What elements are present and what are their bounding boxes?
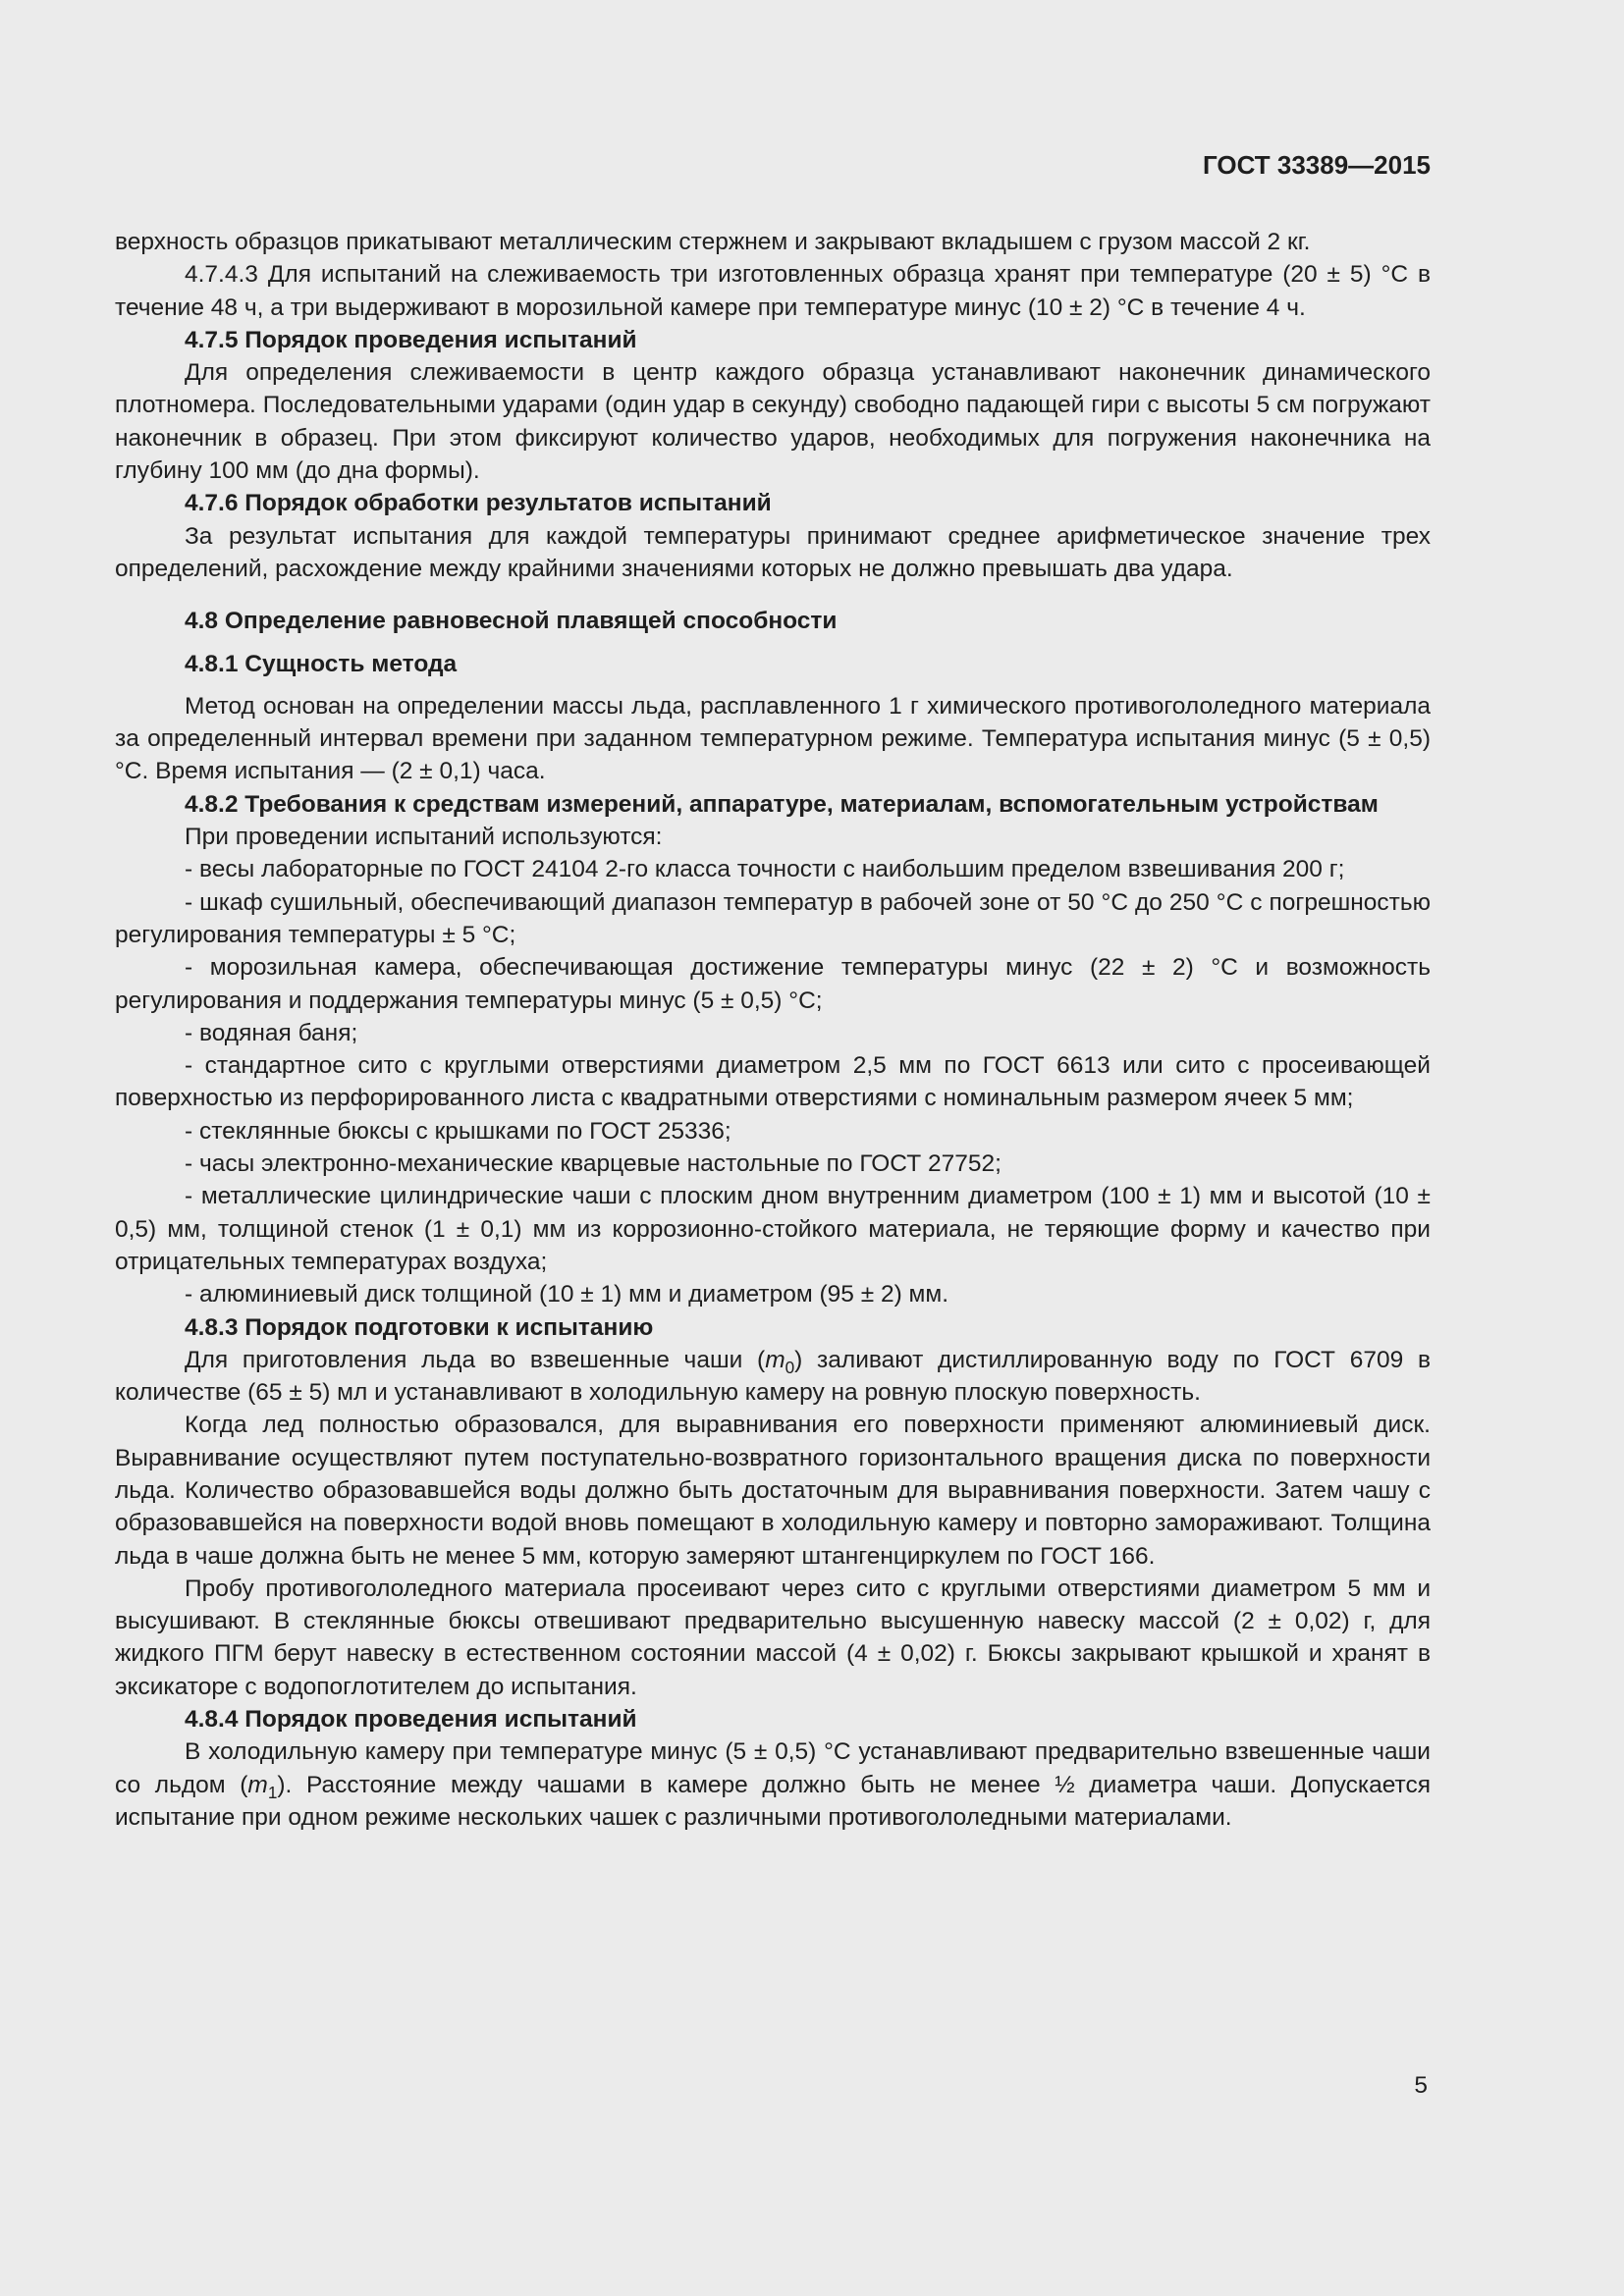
text-run: Для приготовления льда во взвешенные чаши ( — [185, 1346, 766, 1373]
text-run: ) заливают дистиллированную воду по ГОСТ 6709 в количестве (65 ± 5) мл и устанавливают в холодильную камеру на ровную плоскую поверхность. — [115, 1346, 1431, 1407]
paragraph — [115, 1344, 1431, 1410]
list-item: - шкаф сушильный, обеспечивающий диапазон температур в рабочей зоне от 50 °С до 250 °С с погрешностью регулирования температуры ± 5 °С; — [115, 888, 1431, 948]
paragraph: Для определения слеживаемости в центр каждого образца устанавливают наконечник динамического плотномера. Последовательными ударами (один удар в секунду) свободно падающей гири с высоты 5 см погружают наконечник в образец. При этом фиксируют количество ударов, необходимых для погружения наконечника на глубину 100 мм (до дна формы). — [115, 359, 1431, 485]
list-item: - весы лабораторные по ГОСТ 24104 2-го класса точности с наибольшим пределом взвешивания 200 г; — [185, 856, 1345, 883]
paragraph — [115, 1735, 1431, 1834]
paragraph: Когда лед полностью образовался, для выравнивания его поверхности применяют алюминиевый диск. Выравнивание осуществляют путем поступательно-возвратного горизонтального вращения диска по поверхности льда. Количество образовавшейся воды должно быть достаточным для выравнивания поверхности. Затем чашу с образовавшейся на поверхности водой вновь помещают в холодильную камеру и повторно замораживают. Толщина льда в чаше должна быть не менее 5 мм, которую замеряют штангенциркулем по ГОСТ 166. — [115, 1412, 1431, 1570]
list-item: - водяная баня; — [185, 1019, 358, 1046]
paragraph: Пробу противогололедного материала просеивают через сито с круглыми отверстиями диаметром 5 мм и высушивают. В стеклянные бюксы отвешивают предварительно высушенную навеску массой (2 ± 0,02) г, для жидкого ПГМ берут навеску в естественном состоянии массой (4 ± 0,02) г. Бюксы закрывают крышкой и хранят в эксикаторе с водопоглотителем до испытания. — [115, 1575, 1431, 1700]
list-item: - стандартное сито с круглыми отверстиями диаметром 2,5 мм по ГОСТ 6613 или сито с просеивающей поверхностью из перфорированного листа с квадратными отверстиями с номинальным размером ячеек 5 мм; — [115, 1052, 1431, 1112]
heading-4-8-4: 4.8.4 Порядок проведения испытаний — [185, 1706, 637, 1734]
heading-4-8-2: 4.8.2 Требования к средствам измерений, аппаратуре, материалам, вспомогательным устройствам — [185, 790, 1379, 818]
paragraph: За результат испытания для каждой температуры принимают среднее арифметическое значение трех определений, расхождение между крайними значениями которых не должно превышать два удара. — [115, 522, 1431, 582]
heading-4-7-5: 4.7.5 Порядок проведения испытаний — [185, 326, 637, 353]
list-item: - часы электронно-механические кварцевые настольные по ГОСТ 27752; — [185, 1150, 1001, 1178]
document-header: ГОСТ 33389—2015 — [1203, 150, 1431, 180]
list-item: - металлические цилиндрические чаши с плоским дном внутренним диаметром (100 ± 1) мм и высотой (10 ± 0,5) мм, толщиной стенок (1 ± 0,1) мм из коррозионно-стойкого материала, не теряющие форму и качество при отрицательных температурах воздуха; — [115, 1183, 1431, 1275]
list-item: - алюминиевый диск толщиной (10 ± 1) мм и диаметром (95 ± 2) мм. — [185, 1281, 949, 1308]
heading-4-8-3: 4.8.3 Порядок подготовки к испытанию — [185, 1313, 654, 1341]
math-variable: m — [247, 1771, 268, 1798]
list-item: - стеклянные бюксы с крышками по ГОСТ 25336; — [185, 1117, 731, 1145]
math-subscript: 0 — [785, 1357, 795, 1377]
paragraph-4-7-4-3: 4.7.4.3 Для испытаний на слеживаемость три изготовленных образца хранят при температуре (20 ± 5) °С в течение 48 ч, а три выдерживают в морозильной камере при температуре минус (10 ± 2) °С в течение 4 ч. — [115, 261, 1431, 321]
list-item: - морозильная камера, обеспечивающая достижение температуры минус (22 ± 2) °С и возможность регулирования и поддержания температуры минус (5 ± 0,5) °С; — [115, 954, 1431, 1014]
paragraph: верхность образцов прикатывают металлическим стержнем и закрывают вкладышем с грузом массой 2 кг. — [115, 229, 1311, 255]
document-body — [115, 226, 1431, 1834]
page-number: 5 — [1414, 2072, 1428, 2099]
text-run: ). Расстояние между чашами в камере должно быть не менее ½ диаметра чаши. Допускается испытание при одном режиме нескольких чашек с различными противогололедными материалами. — [115, 1771, 1431, 1831]
heading-4-8-1: 4.8.1 Сущность метода — [185, 650, 458, 677]
heading-4-7-6: 4.7.6 Порядок обработки результатов испытаний — [185, 490, 772, 517]
heading-4-8: 4.8 Определение равновесной плавящей способности — [185, 608, 838, 635]
math-subscript: 1 — [267, 1782, 278, 1802]
paragraph: Метод основан на определении массы льда, расплавленного 1 г химического противогололедного материала за определенный интервал времени при заданном температурном режиме. Температура испытания минус (5 ± 0,5) °С. Время испытания — (2 ± 0,1) часа. — [115, 692, 1431, 785]
math-variable: m — [765, 1346, 785, 1373]
text-run: В холодильную камеру при температуре минус (5 ± 0,5) °С устанавливают предварительно взвешенные чаши со льдом ( — [115, 1738, 1431, 1798]
paragraph: При проведении испытаний используются: — [185, 824, 663, 851]
